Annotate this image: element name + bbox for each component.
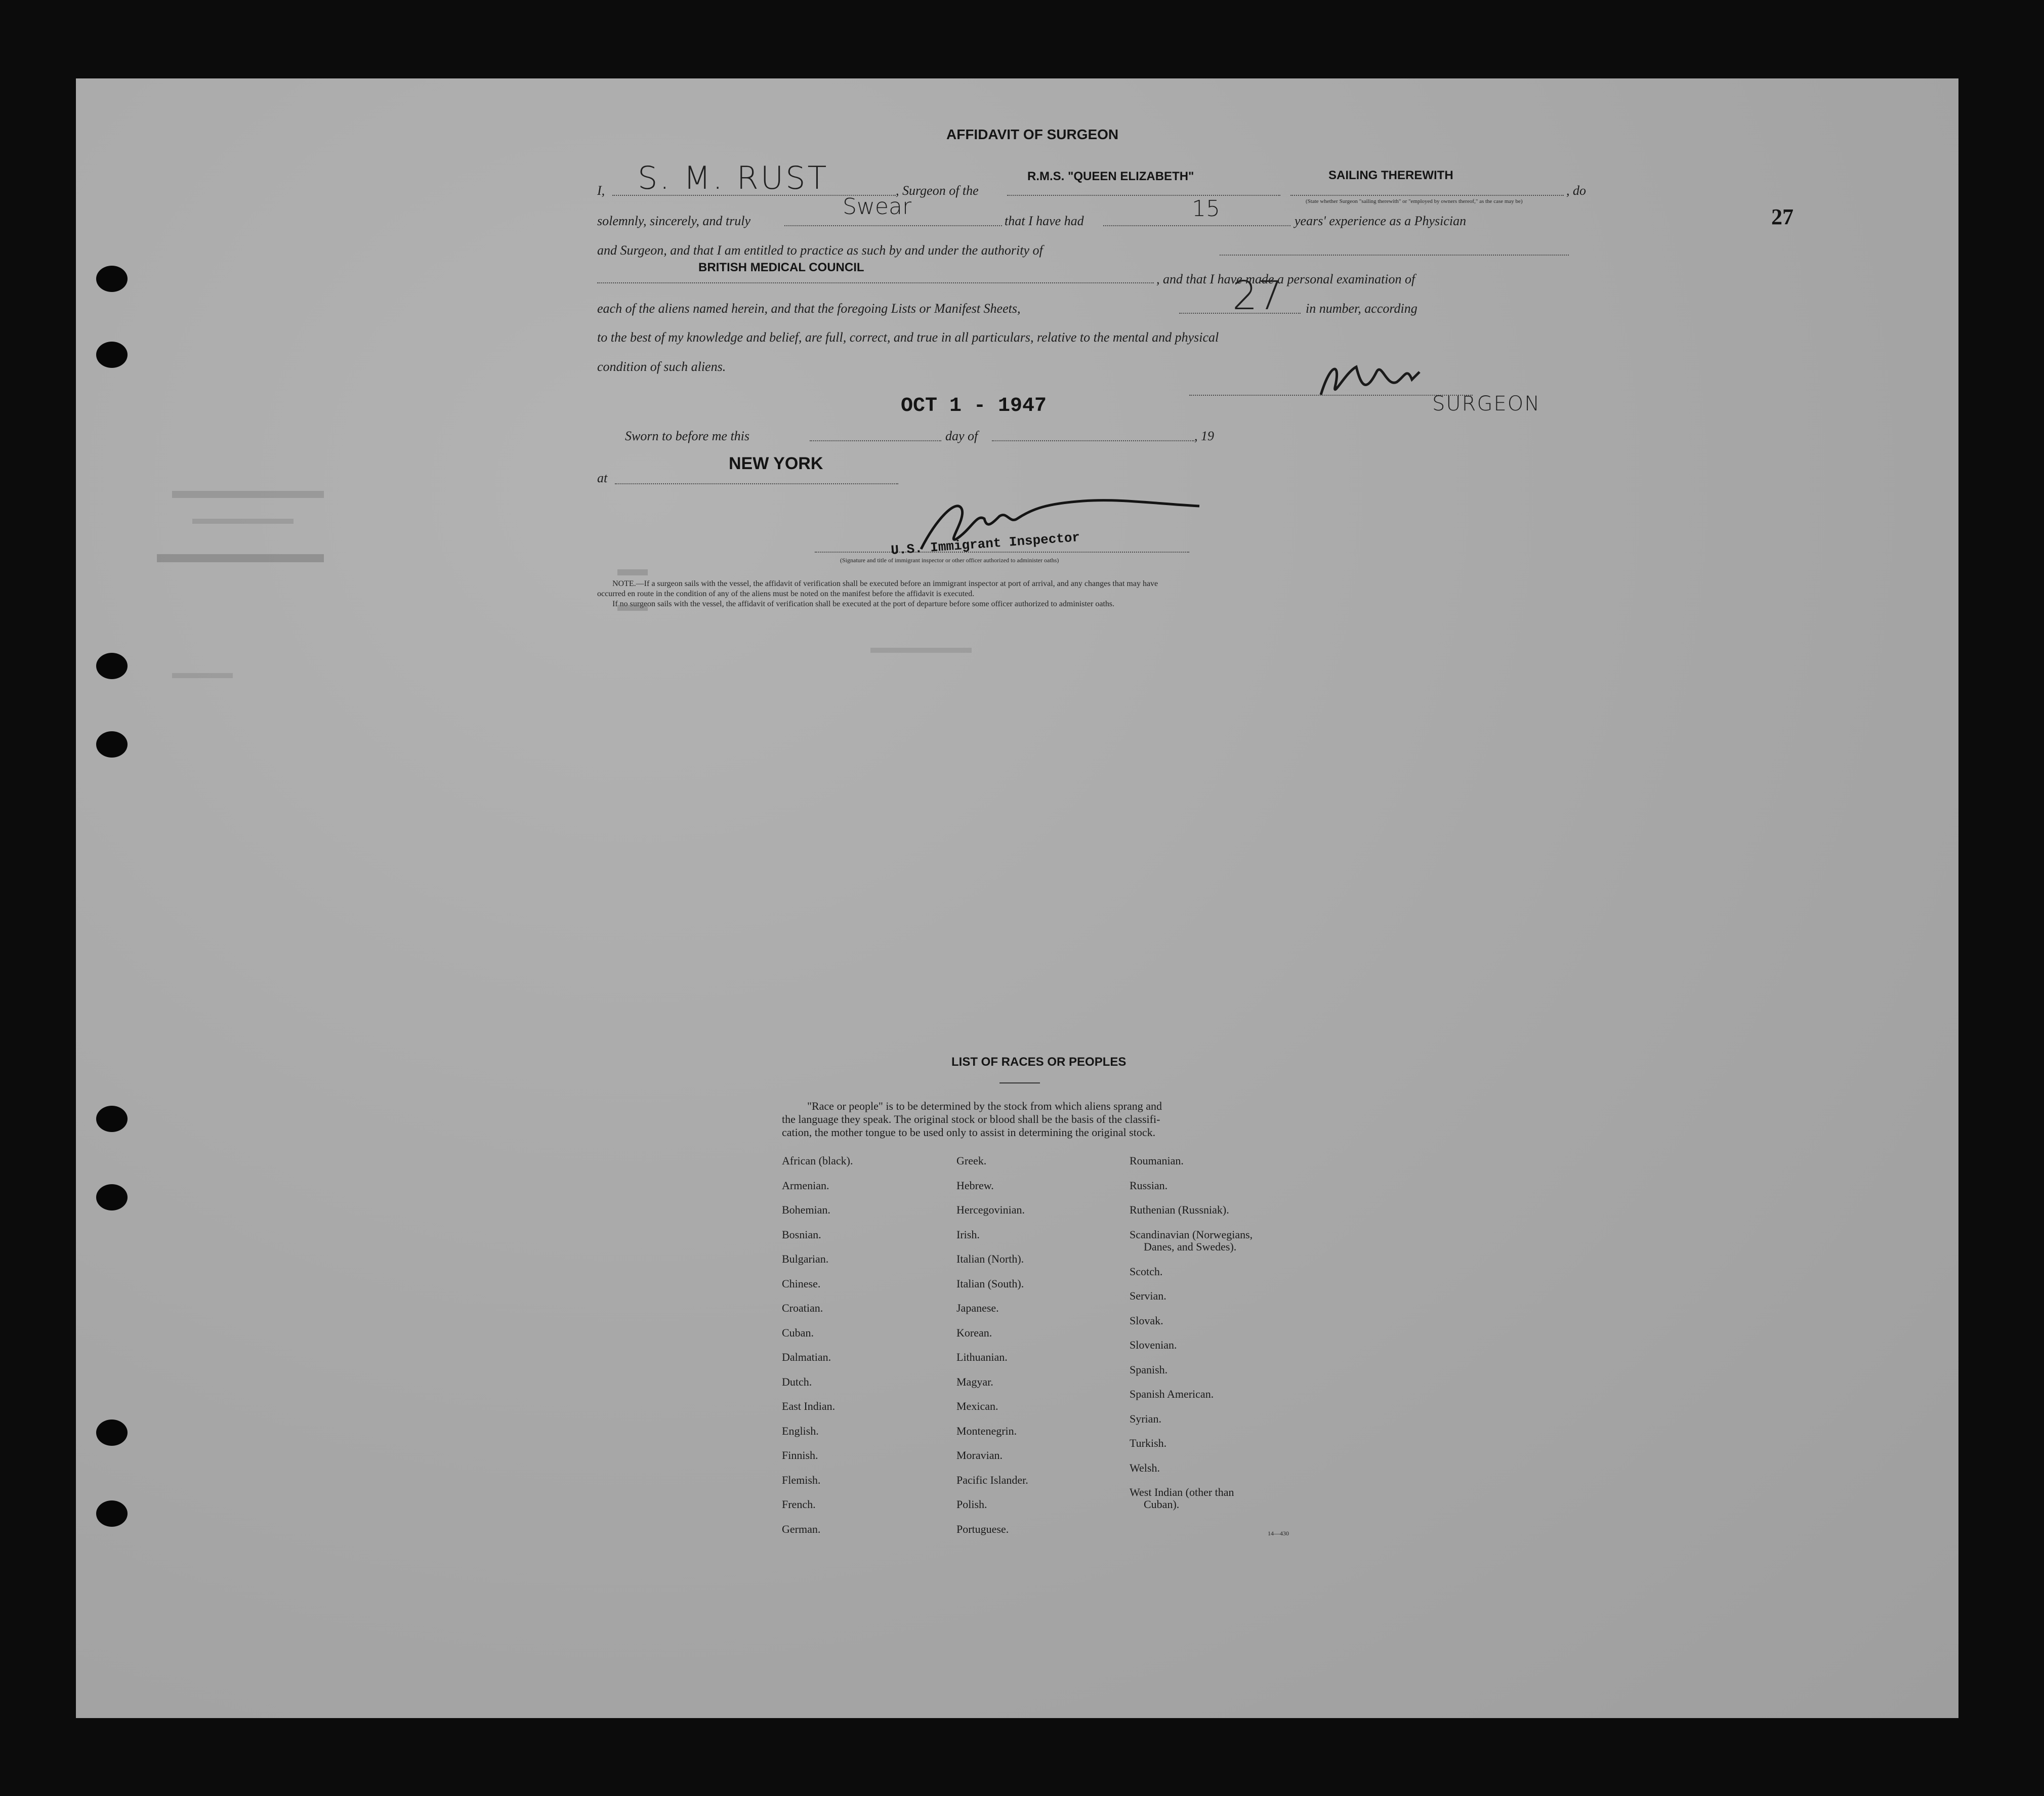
races-intro: [782, 1100, 1162, 1139]
inspector-title: U.S. Immigrant Inspector: [890, 529, 1081, 559]
race-item: Spanish American.: [1130, 1388, 1214, 1400]
signature-title: SURGEON: [1432, 392, 1541, 415]
status-line: [1290, 195, 1564, 196]
punch-hole: [96, 266, 128, 292]
sworn-day-line: [810, 440, 941, 441]
race-item: Russian.: [1130, 1179, 1168, 1192]
race-item: Roumanian.: [1130, 1154, 1184, 1167]
bleed-through-marks: [172, 486, 956, 688]
race-item: Magyar.: [956, 1375, 993, 1388]
race-item: Flemish.: [782, 1474, 821, 1486]
race-item: Dutch.: [782, 1375, 812, 1388]
race-item: Finnish.: [782, 1449, 818, 1461]
race-item: Spanish.: [1130, 1363, 1168, 1376]
text-do: , do: [1566, 183, 1586, 198]
form-code: 14—430: [1268, 1530, 1289, 1537]
document-sheet: [76, 78, 1958, 1718]
text-years-experience: years' experience as a Physician: [1295, 214, 1467, 228]
surgeon-status: SAILING THEREWITH: [1328, 169, 1453, 182]
punch-hole: [96, 1184, 128, 1210]
race-item: Turkish.: [1130, 1437, 1167, 1449]
page-number: 27: [1771, 204, 1793, 229]
text-solemnly: solemnly, sincerely, and truly: [597, 214, 751, 228]
text-to-the-best: to the best of my knowledge and belief, are full, correct, and true in all particulars, relative to the mental and physical: [597, 330, 1219, 345]
race-item: Montenegrin.: [956, 1425, 1017, 1437]
oath-word: Swear: [843, 194, 912, 220]
race-item: Bosnian.: [782, 1228, 821, 1241]
race-item: Irish.: [956, 1228, 980, 1241]
race-item: Greek.: [956, 1154, 987, 1167]
note-line-3: If no surgeon sails with the vessel, the affidavit of verification shall be executed at the port of departure before some officer authorized to administer oaths.: [612, 600, 1115, 608]
oath-line: [784, 225, 1002, 226]
authority-line-2: [597, 282, 1154, 283]
race-item: Lithuanian.: [956, 1351, 1008, 1363]
affidavit-title: AFFIDAVIT OF SURGEON: [946, 127, 1119, 142]
race-item: Slovenian.: [1130, 1339, 1177, 1351]
text-condition: condition of such aliens.: [597, 359, 726, 374]
race-item: East Indian.: [782, 1400, 836, 1412]
race-item: Mexican.: [956, 1400, 998, 1412]
race-item: Moravian.: [956, 1449, 1003, 1461]
race-item: Chinese.: [782, 1277, 821, 1290]
place-value: NEW YORK: [729, 454, 823, 473]
years-line: [1103, 225, 1290, 226]
race-item: Hebrew.: [956, 1179, 994, 1192]
text-i: I,: [597, 183, 605, 198]
races-title: LIST OF RACES OR PEOPLES: [951, 1055, 1127, 1069]
sheets-count: 27: [1232, 273, 1283, 319]
race-item: Scotch.: [1130, 1265, 1163, 1278]
text-at: at: [597, 471, 608, 485]
race-item: Portuguese.: [956, 1523, 1009, 1535]
race-item: Italian (South).: [956, 1277, 1024, 1290]
race-item: Polish.: [956, 1498, 987, 1511]
race-item: Bulgarian.: [782, 1252, 829, 1265]
status-note: (State whether Surgeon "sailing therewith" or "employed by owners thereof," as the case may be): [1306, 198, 1523, 204]
races-title-rule: [999, 1082, 1040, 1083]
races-intro-line-2: the language they speak. The original stock or blood shall be the basis of the classifi-: [782, 1113, 1160, 1125]
race-item: Italian (North).: [956, 1252, 1024, 1265]
race-item: West Indian (other than: [1130, 1486, 1234, 1498]
race-item: French.: [782, 1498, 816, 1511]
note-line-2: occurred en route in the condition of any of the aliens must be noted on the manifest before the affidavit is executed.: [597, 590, 975, 598]
text-and-surgeon: and Surgeon, and that I am entitled to practice as such by and under the authority of: [597, 243, 1043, 258]
text-year-prefix: , 19: [1194, 429, 1214, 443]
race-item: English.: [782, 1425, 819, 1437]
text-day-of: day of: [945, 429, 978, 443]
text-surgeon-of: , Surgeon of the: [896, 183, 979, 198]
text-sworn: Sworn to before me this: [625, 429, 750, 443]
races-intro-line-1: "Race or people" is to be determined by the stock from which aliens sprang and: [807, 1100, 1162, 1112]
race-item: Croatian.: [782, 1302, 823, 1314]
vessel-line: [1007, 195, 1280, 196]
text-that-i-have-had: that I have had: [1005, 214, 1084, 228]
punch-hole: [96, 1500, 128, 1527]
surgeon-signature: [1311, 352, 1432, 407]
authority-value: BRITISH MEDICAL COUNCIL: [698, 261, 864, 274]
vessel-name: R.M.S. "QUEEN ELIZABETH": [1027, 170, 1194, 183]
authority-line-1: [1220, 255, 1569, 256]
race-item: Hercegovinian.: [956, 1203, 1025, 1216]
place-line: [615, 483, 898, 484]
surgeon-name: S. M. RUST: [638, 159, 829, 196]
race-item: Japanese.: [956, 1302, 999, 1314]
sworn-month-line: [992, 440, 1194, 441]
text-personal-exam: , and that I have made a personal examination of: [1156, 272, 1415, 286]
punch-hole: [96, 1419, 128, 1446]
race-item: Dalmatian.: [782, 1351, 831, 1363]
punch-hole: [96, 1106, 128, 1132]
races-intro-line-3: cation, the mother tongue to be used only to assist in determining the original stock.: [782, 1126, 1156, 1139]
race-item: German.: [782, 1523, 821, 1535]
race-item: Servian.: [1130, 1289, 1166, 1302]
race-item: Syrian.: [1130, 1412, 1161, 1425]
race-item: Bohemian.: [782, 1203, 830, 1216]
punch-hole: [96, 342, 128, 368]
race-item: Cuban.: [782, 1326, 814, 1339]
text-in-number: in number, according: [1306, 301, 1417, 316]
text-each-of-aliens: each of the aliens named herein, and that the foregoing Lists or Manifest Sheets,: [597, 301, 1021, 316]
punch-hole: [96, 731, 128, 758]
race-item: Danes, and Swedes).: [1144, 1240, 1237, 1253]
race-item: Ruthenian (Russniak).: [1130, 1203, 1229, 1216]
race-item: Cuban).: [1144, 1498, 1180, 1511]
years-value: 15: [1192, 196, 1220, 222]
race-item: Korean.: [956, 1326, 992, 1339]
race-item: Pacific Islander.: [956, 1474, 1028, 1486]
date-stamp: OCT 1 - 1947: [901, 395, 1047, 417]
race-item: Slovak.: [1130, 1314, 1163, 1327]
inspector-caption: (Signature and title of immigrant inspector or other officer authorized to administer oaths): [840, 557, 1059, 564]
race-item: Scandinavian (Norwegians,: [1130, 1228, 1253, 1241]
race-item: African (black).: [782, 1154, 853, 1167]
race-item: Welsh.: [1130, 1461, 1160, 1474]
race-item: Armenian.: [782, 1179, 829, 1192]
punch-hole: [96, 653, 128, 679]
note-line-1: NOTE.—If a surgeon sails with the vessel, the affidavit of verification shall be executed before an immigrant inspector at port of arrival, and any changes that may have: [612, 579, 1158, 588]
